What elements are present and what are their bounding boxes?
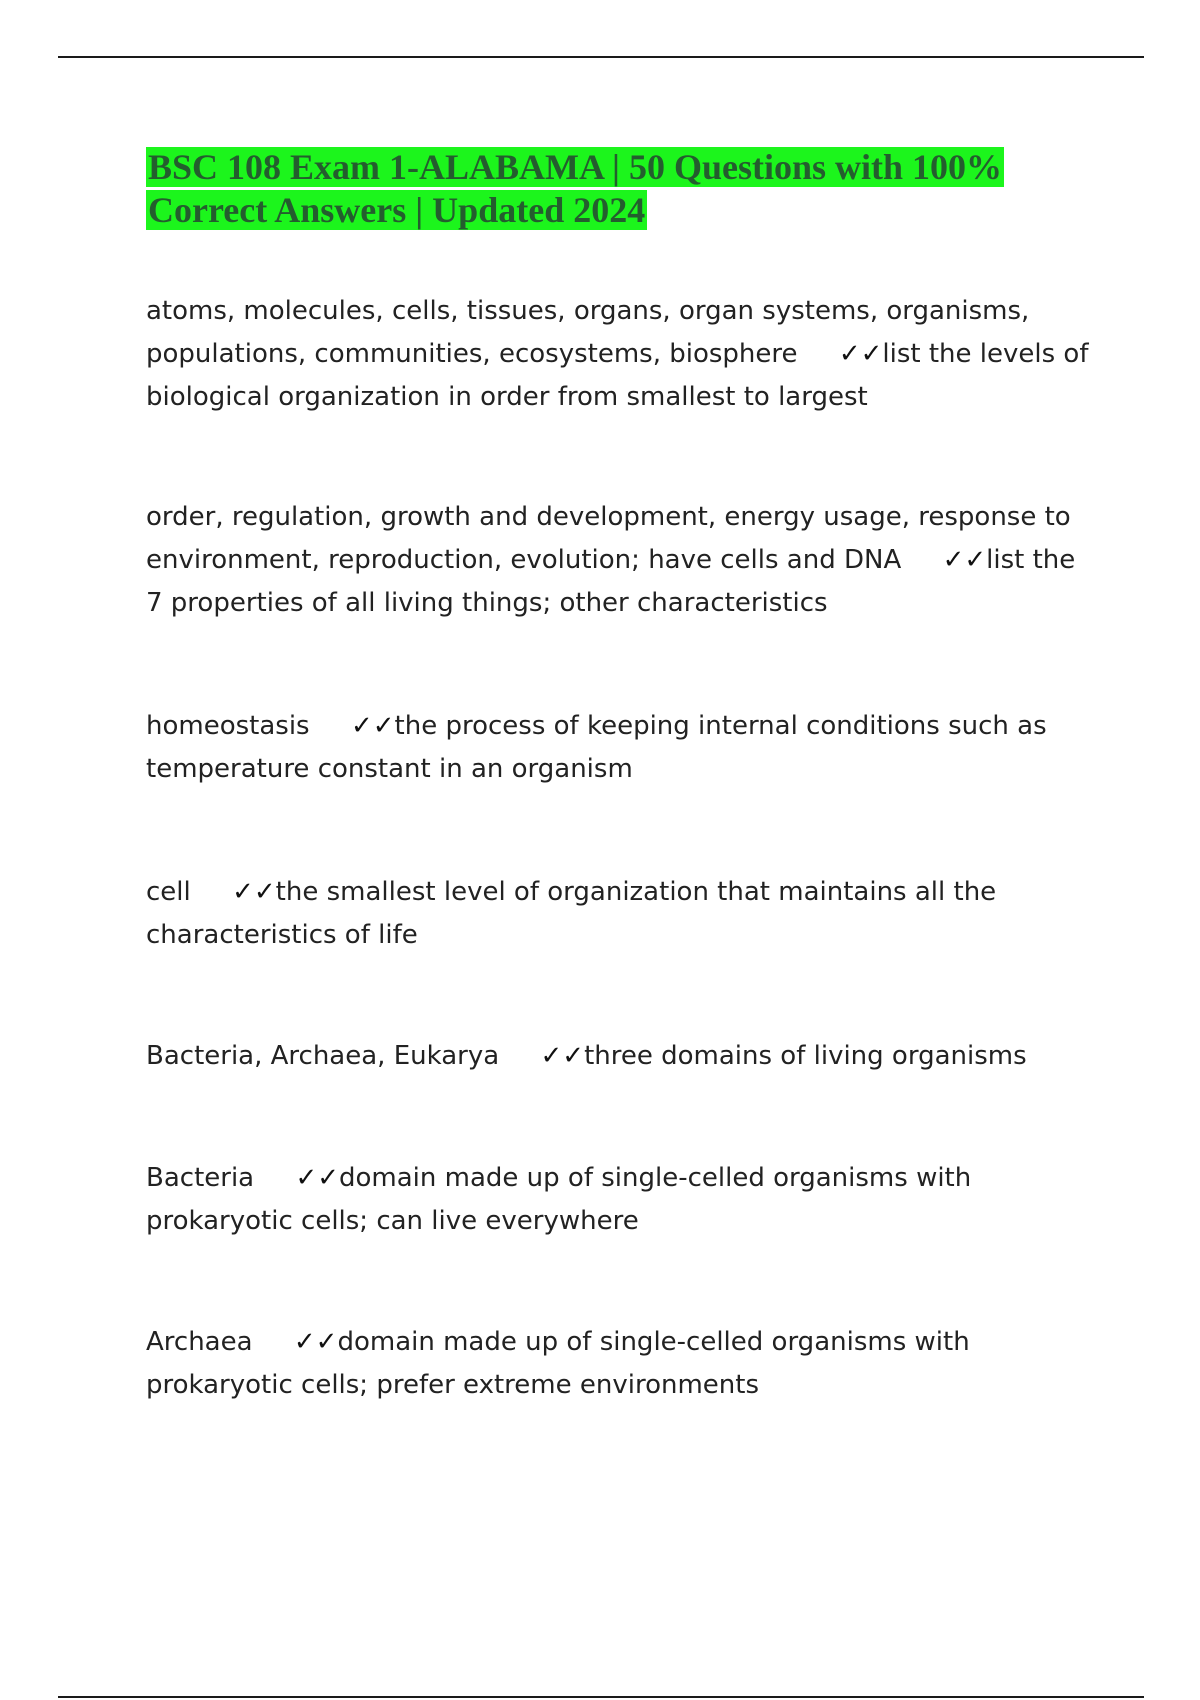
document-title [146,146,1086,232]
qa-item-6 [146,1157,1096,1243]
qa-item-5 [146,1035,1096,1078]
title-line-1: BSC 108 Exam 1-ALABAMA | 50 Questions with 100% [148,147,1002,187]
qa-definition: the process of keeping internal conditions such as temperature constant in an organism [146,711,1055,784]
top-rule [58,56,1144,58]
check-icon: ✓✓ [350,711,395,741]
check-icon: ✓✓ [540,1041,585,1071]
qa-item-4 [146,871,1096,957]
qa-item-1 [146,290,1096,419]
qa-definition: three domains of living organisms [584,1041,1027,1071]
check-icon: ✓✓ [295,1163,340,1193]
bottom-rule [58,1696,1144,1698]
qa-term: homeostasis [146,711,310,741]
qa-term: atoms, molecules, cells, tissues, organs, organ systems, organisms, populations, communities, ecosystems, biosphere [146,296,1038,369]
qa-term: order, regulation, growth and development, energy usage, response to environment, reproduction, evolution; have cells and DNA [146,502,1079,575]
qa-term: cell [146,877,191,907]
qa-definition: list the 7 properties of all living things; other characteristics [146,545,1084,618]
qa-definition: list the levels of biological organization in order from smallest to largest [146,339,1097,412]
qa-item-3 [146,705,1096,791]
check-icon: ✓✓ [838,339,883,369]
qa-term: Bacteria, Archaea, Eukarya [146,1041,500,1071]
qa-term: Bacteria [146,1163,255,1193]
qa-item-7 [146,1321,1096,1407]
check-icon: ✓✓ [293,1327,338,1357]
qa-definition: domain made up of single-celled organisms with prokaryotic cells; can live everywhere [146,1163,980,1236]
qa-definition: domain made up of single-celled organisms with prokaryotic cells; prefer extreme environments [146,1327,978,1400]
qa-term: Archaea [146,1327,253,1357]
qa-definition: the smallest level of organization that maintains all the characteristics of life [146,877,1005,950]
title-line-2: Correct Answers | Updated 2024 [148,190,646,230]
qa-item-2 [146,496,1096,625]
check-icon: ✓✓ [942,545,987,575]
check-icon: ✓✓ [232,877,276,907]
